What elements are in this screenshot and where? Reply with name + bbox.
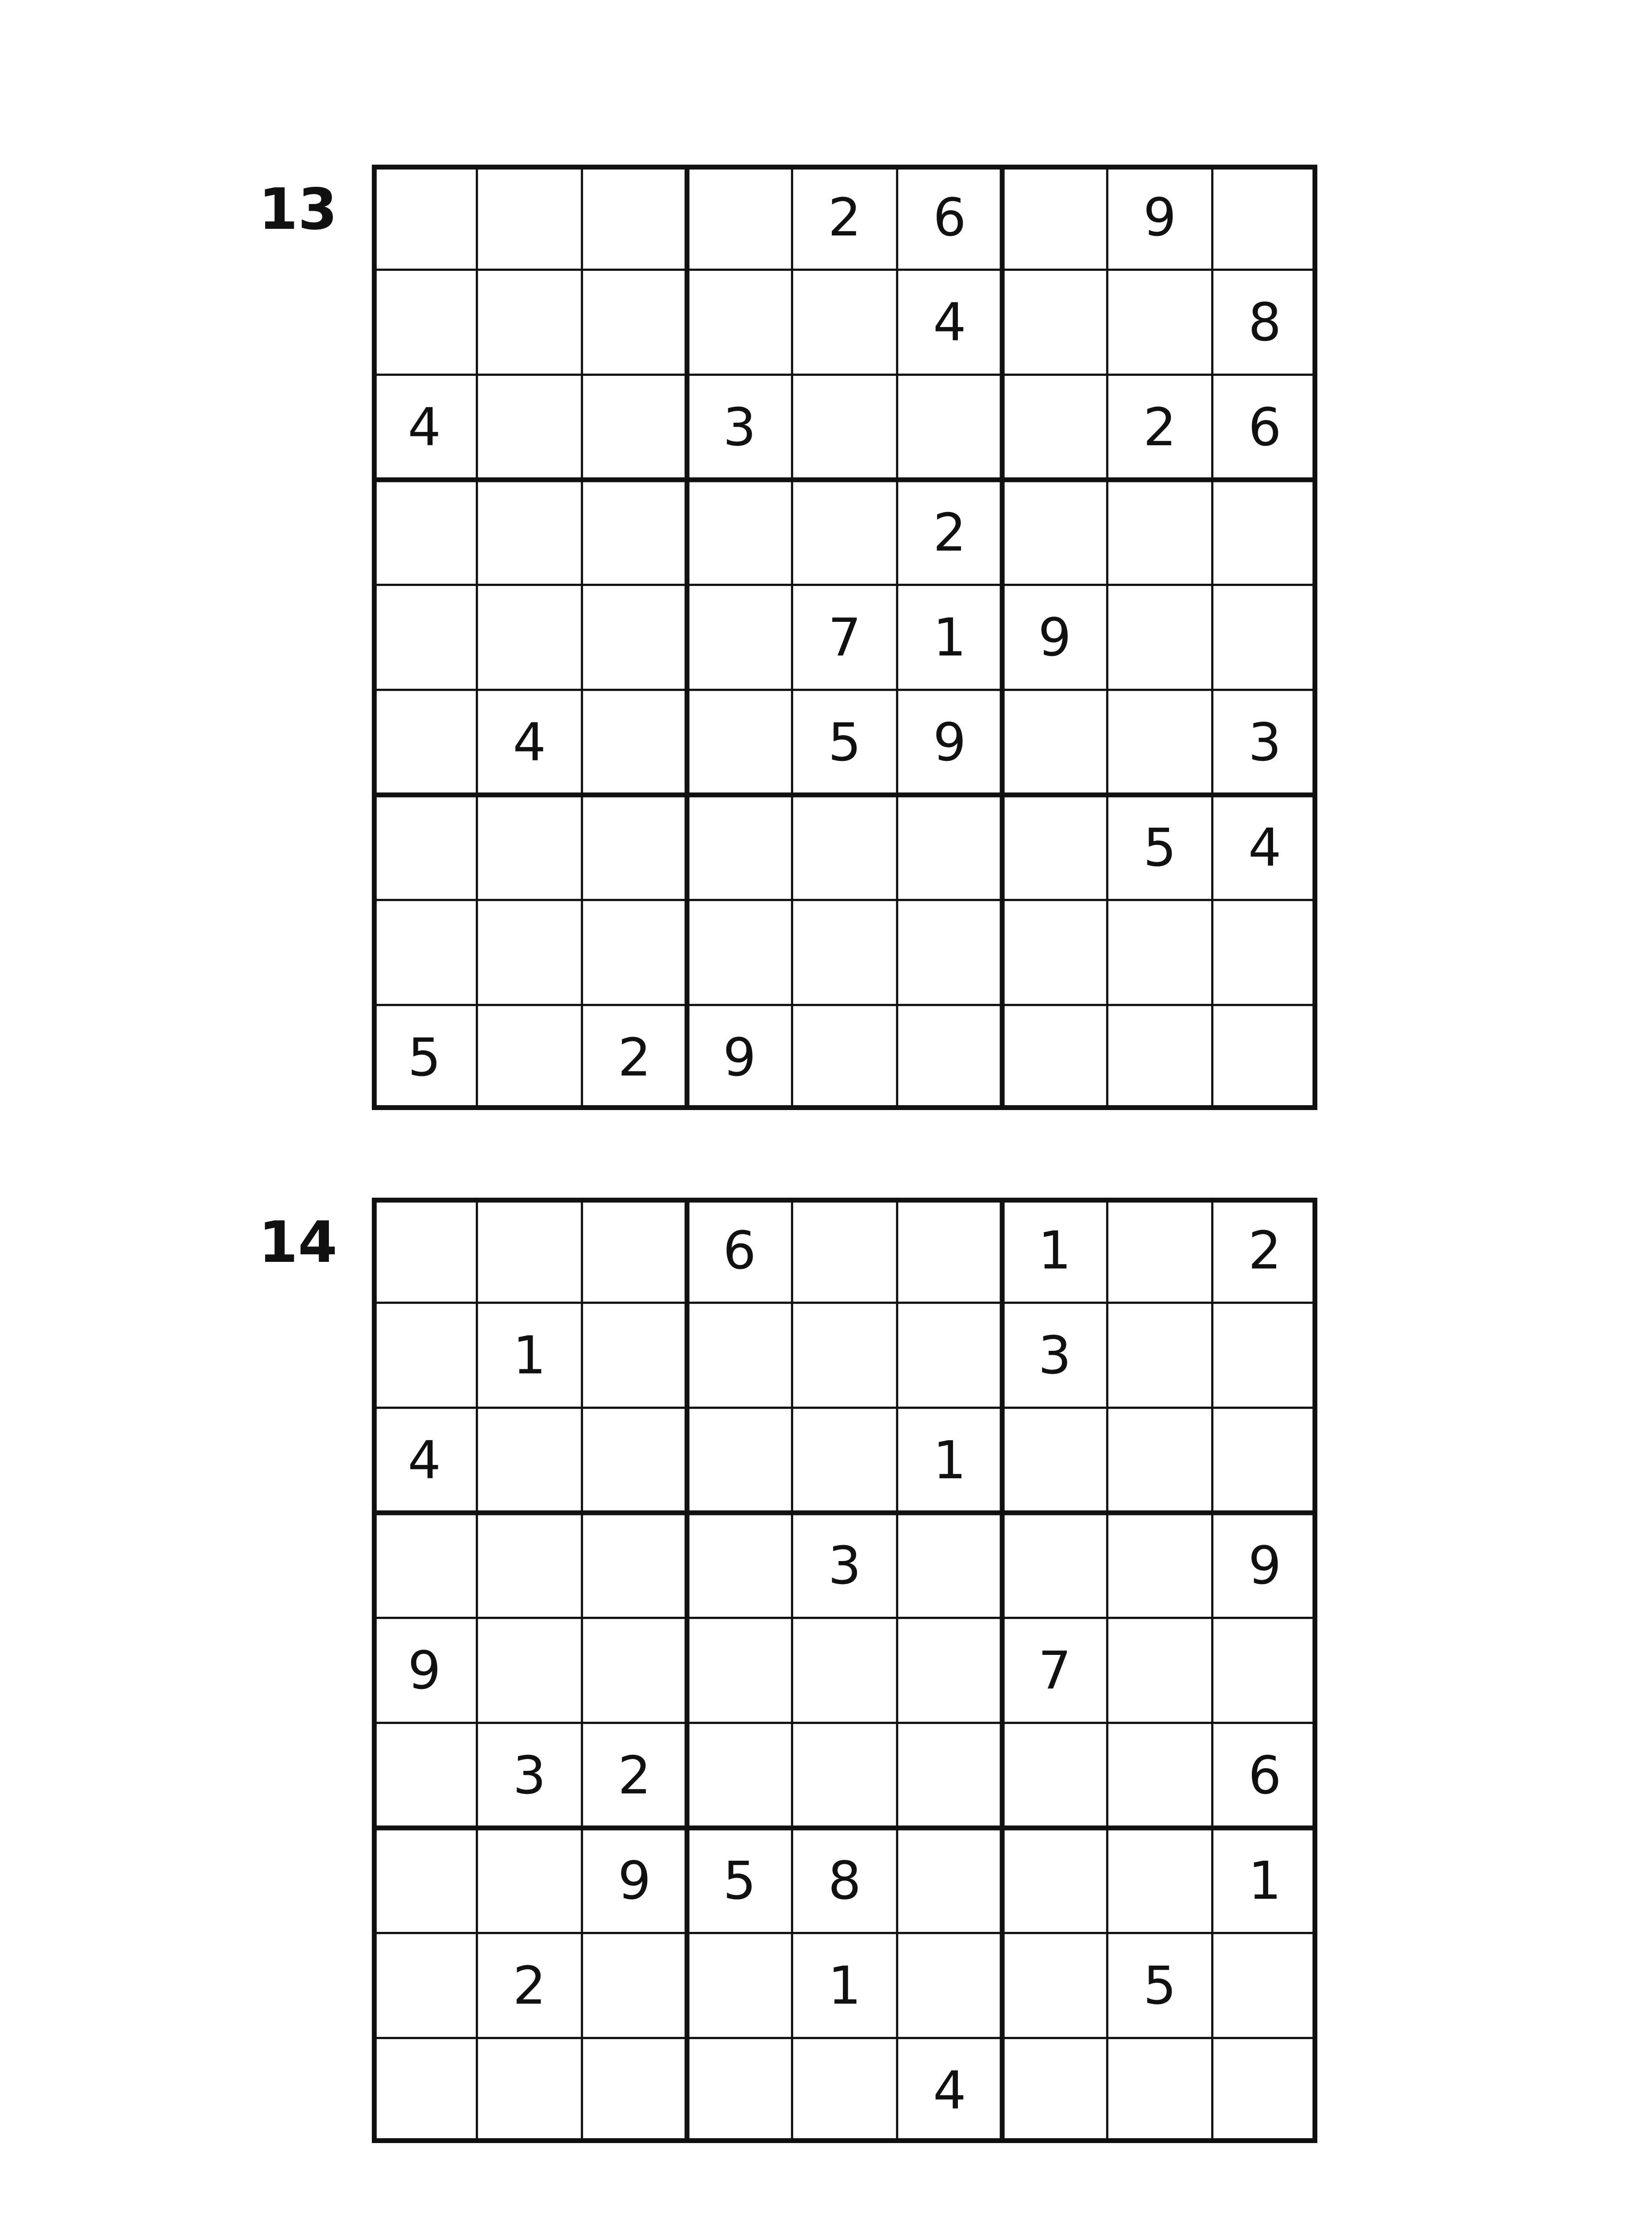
cell-r9-c6[interactable]: 4 [933,2060,966,2121]
cell-r6-c2[interactable]: 3 [513,1745,546,1806]
cell-r5-c1[interactable]: 9 [408,1639,441,1701]
cell-r1-c8[interactable] [1107,1198,1212,1303]
cell-r6-c9[interactable]: 3 [1248,712,1281,773]
cell-r3-c2[interactable] [477,1408,582,1513]
cell-r3-c8[interactable] [1107,1408,1212,1513]
cell-r9-c3[interactable]: 2 [618,1027,651,1088]
cell-r9-c1[interactable] [372,2038,477,2143]
cell-r4-c1[interactable] [372,480,477,585]
cell-r8-c8[interactable] [1107,900,1212,1005]
cell-r6-c6[interactable]: 9 [933,712,966,773]
cell-r8-c9[interactable] [1212,1933,1317,2038]
cell-r6-c4[interactable] [687,690,792,795]
cell-r9-c7[interactable] [1002,1005,1107,1110]
cell-r2-c9[interactable]: 8 [1248,291,1281,353]
cell-r4-c5[interactable]: 3 [828,1534,861,1596]
cell-r5-c7[interactable]: 9 [1038,606,1072,668]
cell-r8-c7[interactable] [1002,1933,1107,2038]
cell-r3-c3[interactable] [582,1408,687,1513]
cell-r2-c1[interactable] [372,1303,477,1407]
cell-r4-c2[interactable] [477,1513,582,1618]
cell-r1-c5[interactable]: 2 [828,186,861,248]
cell-r2-c4[interactable] [687,1303,792,1407]
cell-r7-c6[interactable] [897,1828,1002,1933]
cell-r9-c2[interactable] [477,2038,582,2143]
cell-r1-c8[interactable]: 9 [1143,186,1177,248]
cell-r8-c7[interactable] [1002,900,1107,1005]
cell-r3-c5[interactable] [792,1408,897,1513]
cell-r3-c8[interactable]: 2 [1143,397,1177,458]
cell-r2-c2[interactable] [477,270,582,374]
cell-r8-c4[interactable] [687,1933,792,2038]
cell-r1-c7[interactable]: 1 [1038,1219,1072,1281]
cell-r9-c2[interactable] [477,1005,582,1110]
cell-r5-c9[interactable] [1212,585,1317,690]
cell-r1-c3[interactable] [582,165,687,270]
cell-r2-c6[interactable]: 4 [933,291,966,353]
cell-r4-c9[interactable]: 9 [1248,1534,1281,1596]
cell-r1-c4[interactable] [687,165,792,270]
cell-r7-c9[interactable]: 4 [1248,817,1281,878]
cell-r5-c8[interactable] [1107,1618,1212,1723]
cell-r7-c7[interactable] [1002,795,1107,900]
cell-r5-c8[interactable] [1107,585,1212,690]
cell-r8-c5[interactable]: 1 [828,1955,861,2016]
cell-r6-c5[interactable] [792,1723,897,1828]
cell-r5-c4[interactable] [687,585,792,690]
cell-r7-c5[interactable] [792,795,897,900]
cell-r7-c4[interactable] [687,795,792,900]
cell-r1-c9[interactable] [1212,165,1317,270]
cell-r1-c2[interactable] [477,1198,582,1303]
cell-r6-c1[interactable] [372,690,477,795]
cell-r6-c9[interactable]: 6 [1248,1745,1281,1806]
cell-r8-c1[interactable] [372,1933,477,2038]
cell-r6-c6[interactable] [897,1723,1002,1828]
cell-r8-c2[interactable] [477,900,582,1005]
cell-r1-c1[interactable] [372,1198,477,1303]
sudoku-grid [372,165,1317,1110]
cell-r1-c3[interactable] [582,1198,687,1303]
cell-r4-c6[interactable]: 2 [933,501,966,563]
cell-r2-c6[interactable] [897,1303,1002,1407]
cell-r2-c8[interactable] [1107,270,1212,374]
cell-r7-c1[interactable] [372,795,477,900]
cell-r5-c4[interactable] [687,1618,792,1723]
cell-r9-c4[interactable]: 9 [723,1027,757,1088]
cell-r8-c8[interactable]: 5 [1143,1955,1177,2016]
cell-r6-c7[interactable] [1002,1723,1107,1828]
cell-r1-c4[interactable]: 6 [723,1219,757,1281]
cell-r1-c1[interactable] [372,165,477,270]
cell-r7-c5[interactable]: 8 [828,1850,861,1911]
cell-r6-c5[interactable]: 5 [828,712,861,773]
cell-r5-c6[interactable]: 1 [933,606,966,668]
cell-r1-c6[interactable] [897,1198,1002,1303]
cell-r5-c5[interactable]: 7 [828,606,861,668]
cell-r8-c6[interactable] [897,900,1002,1005]
cell-r9-c8[interactable] [1107,1005,1212,1110]
cell-r3-c6[interactable]: 1 [933,1430,966,1491]
grid-cells [372,165,1317,1110]
cell-r6-c8[interactable] [1107,690,1212,795]
cell-r7-c3[interactable] [582,795,687,900]
cell-r9-c9[interactable] [1212,2038,1317,2143]
cell-r7-c4[interactable]: 5 [723,1850,757,1911]
cell-r7-c6[interactable] [897,795,1002,900]
cell-r5-c3[interactable] [582,1618,687,1723]
cell-r4-c8[interactable] [1107,480,1212,585]
cell-r4-c2[interactable] [477,480,582,585]
cell-r2-c5[interactable] [792,1303,897,1407]
cell-r7-c2[interactable] [477,795,582,900]
cell-r6-c3[interactable] [582,690,687,795]
cell-r4-c7[interactable] [1002,1513,1107,1618]
cell-r9-c4[interactable] [687,2038,792,2143]
cell-r1-c6[interactable]: 6 [933,186,966,248]
cell-r1-c7[interactable] [1002,165,1107,270]
grid-cells [372,1198,1317,2143]
cell-r2-c9[interactable] [1212,1303,1317,1407]
cell-r4-c4[interactable] [687,1513,792,1618]
cell-r8-c3[interactable] [582,900,687,1005]
cell-r2-c7[interactable]: 3 [1038,1324,1072,1386]
cell-r4-c3[interactable] [582,480,687,585]
cell-r6-c4[interactable] [687,1723,792,1828]
cell-r6-c3[interactable]: 2 [618,1745,651,1806]
cell-r2-c5[interactable] [792,270,897,374]
cell-r5-c6[interactable] [897,1618,1002,1723]
cell-r1-c5[interactable] [792,1198,897,1303]
cell-r7-c8[interactable]: 5 [1143,817,1177,878]
cell-r6-c7[interactable] [1002,690,1107,795]
cell-r3-c4[interactable] [687,1408,792,1513]
cell-r3-c4[interactable]: 3 [723,397,757,458]
cell-r8-c9[interactable] [1212,900,1317,1005]
cell-r2-c2[interactable]: 1 [513,1324,546,1386]
cell-r8-c2[interactable]: 2 [513,1955,546,2016]
cell-r9-c8[interactable] [1107,2038,1212,2143]
cell-r8-c5[interactable] [792,900,897,1005]
cell-r4-c9[interactable] [1212,480,1317,585]
cell-r9-c6[interactable] [897,1005,1002,1110]
cell-r5-c9[interactable] [1212,1618,1317,1723]
cell-r5-c5[interactable] [792,1618,897,1723]
cell-r9-c1[interactable]: 5 [408,1027,441,1088]
cell-r8-c1[interactable] [372,900,477,1005]
cell-r7-c1[interactable] [372,1828,477,1933]
cell-r4-c4[interactable] [687,480,792,585]
cell-r4-c6[interactable] [897,1513,1002,1618]
cell-r3-c2[interactable] [477,375,582,480]
cell-r4-c3[interactable] [582,1513,687,1618]
puzzle-number: 13 [259,177,338,243]
cell-r7-c2[interactable] [477,1828,582,1933]
cell-r4-c7[interactable] [1002,480,1107,585]
cell-r2-c8[interactable] [1107,1303,1212,1407]
cell-r8-c4[interactable] [687,900,792,1005]
cell-r3-c7[interactable] [1002,375,1107,480]
cell-r9-c3[interactable] [582,2038,687,2143]
cell-r4-c1[interactable] [372,1513,477,1618]
cell-r9-c5[interactable] [792,2038,897,2143]
cell-r5-c7[interactable]: 7 [1038,1639,1072,1701]
sudoku-grid [372,1198,1317,2143]
cell-r5-c1[interactable] [372,585,477,690]
cell-r5-c3[interactable] [582,585,687,690]
cell-r7-c7[interactable] [1002,1828,1107,1933]
cell-r3-c5[interactable] [792,375,897,480]
cell-r2-c4[interactable] [687,270,792,374]
cell-r9-c5[interactable] [792,1005,897,1110]
cell-r8-c6[interactable] [897,1933,1002,2038]
cell-r9-c9[interactable] [1212,1005,1317,1110]
cell-r5-c2[interactable] [477,1618,582,1723]
cell-r3-c3[interactable] [582,375,687,480]
cell-r3-c9[interactable] [1212,1408,1317,1513]
cell-r6-c2[interactable]: 4 [513,712,546,773]
cell-r3-c9[interactable]: 6 [1248,397,1281,458]
cell-r1-c2[interactable] [477,165,582,270]
cell-r3-c1[interactable]: 4 [408,1430,441,1491]
cell-r5-c2[interactable] [477,585,582,690]
cell-r4-c5[interactable] [792,480,897,585]
cell-r6-c1[interactable] [372,1723,477,1828]
cell-r8-c3[interactable] [582,1933,687,2038]
cell-r7-c8[interactable] [1107,1828,1212,1933]
cell-r2-c3[interactable] [582,270,687,374]
cell-r6-c8[interactable] [1107,1723,1212,1828]
cell-r4-c8[interactable] [1107,1513,1212,1618]
cell-r2-c7[interactable] [1002,270,1107,374]
cell-r2-c3[interactable] [582,1303,687,1407]
cell-r2-c1[interactable] [372,270,477,374]
cell-r9-c7[interactable] [1002,2038,1107,2143]
cell-r3-c7[interactable] [1002,1408,1107,1513]
cell-r7-c9[interactable]: 1 [1248,1850,1281,1911]
cell-r1-c9[interactable]: 2 [1248,1219,1281,1281]
puzzle-number: 14 [259,1210,338,1276]
cell-r7-c3[interactable]: 9 [618,1850,651,1911]
cell-r3-c1[interactable]: 4 [408,397,441,458]
cell-r3-c6[interactable] [897,375,1002,480]
